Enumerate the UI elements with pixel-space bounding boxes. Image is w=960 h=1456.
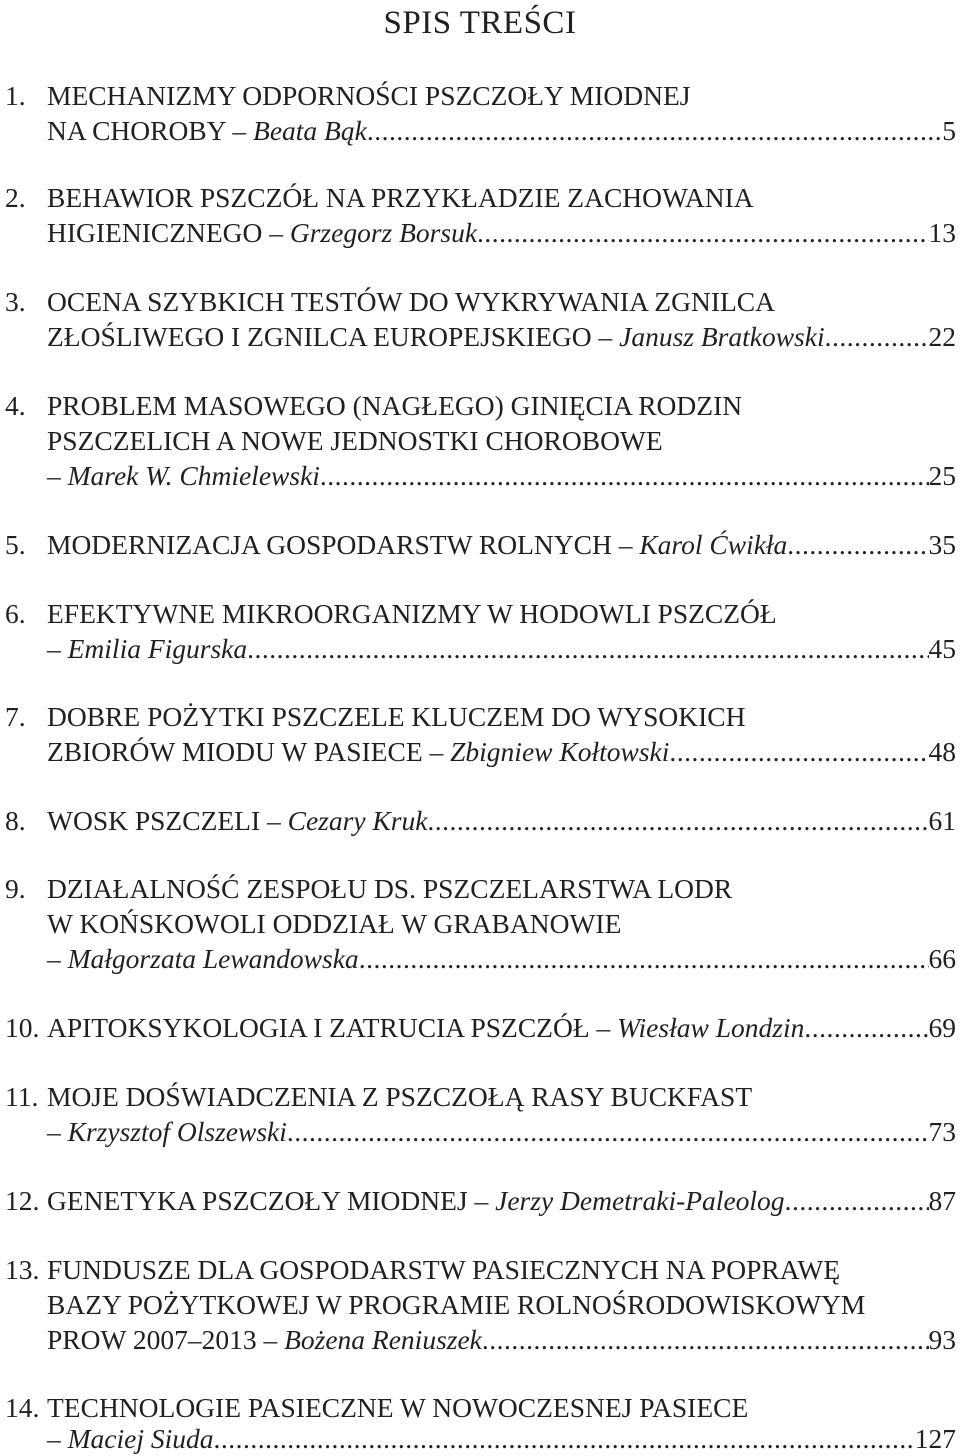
entry-title-line: W KOŃSKOWOLI ODDZIAŁ W GRABANOWIE [47,908,622,939]
entry-title-line: WOSK PSZCZELI – [47,805,288,836]
dot-leader [320,458,929,493]
entry-page-number: 45 [928,633,956,664]
toc-entry-14[interactable] [47,1421,956,1456]
toc-entry-12[interactable] [47,1183,956,1218]
entry-number: 4. [5,390,26,421]
toc-entry-2[interactable] [47,215,956,250]
entry-title-line: – [47,943,68,974]
entry-author: Karol Ćwikła [639,529,788,560]
dot-leader [367,113,942,148]
dot-leader [287,1114,929,1149]
entry-page-number: 93 [928,1324,956,1355]
dot-leader [214,1421,915,1456]
toc-entry-5[interactable] [47,527,956,562]
entry-title-line: TECHNOLOGIE PASIECZNE W NOWOCZESNEJ PASIECE [47,1392,749,1423]
dot-leader [669,734,928,769]
toc-entry-10[interactable] [47,1010,956,1045]
toc-entry-1[interactable] [47,113,956,148]
entry-number: 10. [5,1012,40,1043]
dot-leader [427,803,928,838]
entry-title-line: – [47,1423,68,1454]
entry-title-line: FUNDUSZE DLA GOSPODARSTW PASIECZNYCH NA POPRAWĘ [47,1254,841,1285]
entry-number: 11. [5,1081,39,1112]
toc-entry-6[interactable] [47,631,956,666]
entry-title-line: PROW 2007–2013 – [47,1324,285,1355]
entry-number: 6. [5,598,26,629]
toc-entry-8[interactable] [47,803,956,838]
entry-page-number: 87 [928,1185,956,1216]
entry-page-number: 127 [914,1423,956,1454]
dot-leader [785,1183,929,1218]
dot-leader [787,527,928,562]
entry-author: Cezary Kruk [287,805,428,836]
entry-page-number: 5 [942,115,956,146]
entry-author: Małgorzata Lewandowska [67,943,359,974]
entry-title-line: MECHANIZMY ODPORNOŚCI PSZCZOŁY MIODNEJ [47,80,691,111]
entry-title-line: NA CHOROBY – [47,115,254,146]
entry-author: Bożena Reniuszek [284,1324,482,1355]
entry-number: 7. [5,701,26,732]
entry-author: Wiesław Londzin [617,1012,805,1043]
entry-number: 2. [5,182,26,213]
dot-leader [477,215,928,250]
dot-leader [804,1010,928,1045]
dot-leader [359,941,929,976]
entry-author: Zbigniew Kołtowski [450,736,670,767]
entry-title-line: – [47,633,68,664]
toc-entry-7[interactable] [47,734,956,769]
entry-title-line: EFEKTYWNE MIKROORGANIZMY W HODOWLI PSZCZÓŁ [47,598,777,629]
entry-title-line: DZIAŁALNOŚĆ ZESPOŁU DS. PSZCZELARSTWA LODR [47,873,733,904]
entry-author: Krzysztof Olszewski [67,1116,287,1147]
entry-page-number: 73 [928,1116,956,1147]
entry-page-number: 48 [928,736,956,767]
entry-number: 3. [5,286,26,317]
dot-leader [482,1322,929,1357]
entry-title-line: GENETYKA PSZCZOŁY MIODNEJ – [47,1185,496,1216]
dot-leader [825,319,929,354]
dot-leader [247,631,928,666]
toc-entry-11[interactable] [47,1114,956,1149]
entry-number: 13. [5,1254,40,1285]
entry-title-line: BAZY POŻYTKOWEJ W PROGRAMIE ROLNOŚRODOWISKOWYM [47,1289,866,1320]
entry-title-line: MOJE DOŚWIADCZENIA Z PSZCZOŁĄ RASY BUCKFAST [47,1081,753,1112]
entry-number: 12. [5,1185,40,1216]
entry-title-line: PSZCZELICH A NOWE JEDNOSTKI CHOROBOWE [47,425,663,456]
entry-title-line: MODERNIZACJA GOSPODARSTW ROLNYCH – [47,529,640,560]
entry-page-number: 66 [928,943,956,974]
entry-title-line: OCENA SZYBKICH TESTÓW DO WYKRYWANIA ZGNILCA [47,286,775,317]
entry-title-line: APITOKSYKOLOGIA I ZATRUCIA PSZCZÓŁ – [47,1012,618,1043]
entry-page-number: 13 [928,217,956,248]
entry-author: Marek W. Chmielewski [67,460,320,491]
entry-title-line: ZŁOŚLIWEGO I ZGNILCA EUROPEJSKIEGO – [47,321,620,352]
entry-title-line: – [47,460,68,491]
entry-title-line: ZBIORÓW MIODU W PASIECE – [47,736,451,767]
entry-number: 5. [5,529,26,560]
entry-title-line: DOBRE POŻYTKI PSZCZELE KLUCZEM DO WYSOKICH [47,701,746,732]
entry-page-number: 61 [928,805,956,836]
entry-number: 14. [5,1392,40,1423]
page-title: SPIS TREŚCI [383,5,577,41]
entry-page-number: 35 [928,529,956,560]
toc-entry-9[interactable] [47,941,956,976]
entry-number: 9. [5,873,26,904]
entry-author: Maciej Siuda [67,1423,214,1454]
entry-title-line: PROBLEM MASOWEGO (NAGŁEGO) GINIĘCIA RODZIN [47,390,743,421]
entry-title-line: BEHAWIOR PSZCZÓŁ NA PRZYKŁADZIE ZACHOWANIA [47,182,754,213]
toc-entry-4[interactable] [47,458,956,493]
entry-number: 8. [5,805,26,836]
toc-entry-13[interactable] [47,1322,956,1357]
entry-author: Jerzy Demetraki-Paleolog [495,1185,785,1216]
entry-author: Beata Bąk [253,115,367,146]
entry-number: 1. [5,80,26,111]
entry-author: Grzegorz Borsuk [289,217,478,248]
entry-author: Emilia Figurska [67,633,248,664]
toc-entry-3[interactable] [47,319,956,354]
entry-page-number: 22 [928,321,956,352]
entry-author: Janusz Bratkowski [619,321,825,352]
entry-title-line: – [47,1116,68,1147]
entry-page-number: 25 [928,460,956,491]
entry-title-line: HIGIENICZNEGO – [47,217,290,248]
entry-page-number: 69 [928,1012,956,1043]
